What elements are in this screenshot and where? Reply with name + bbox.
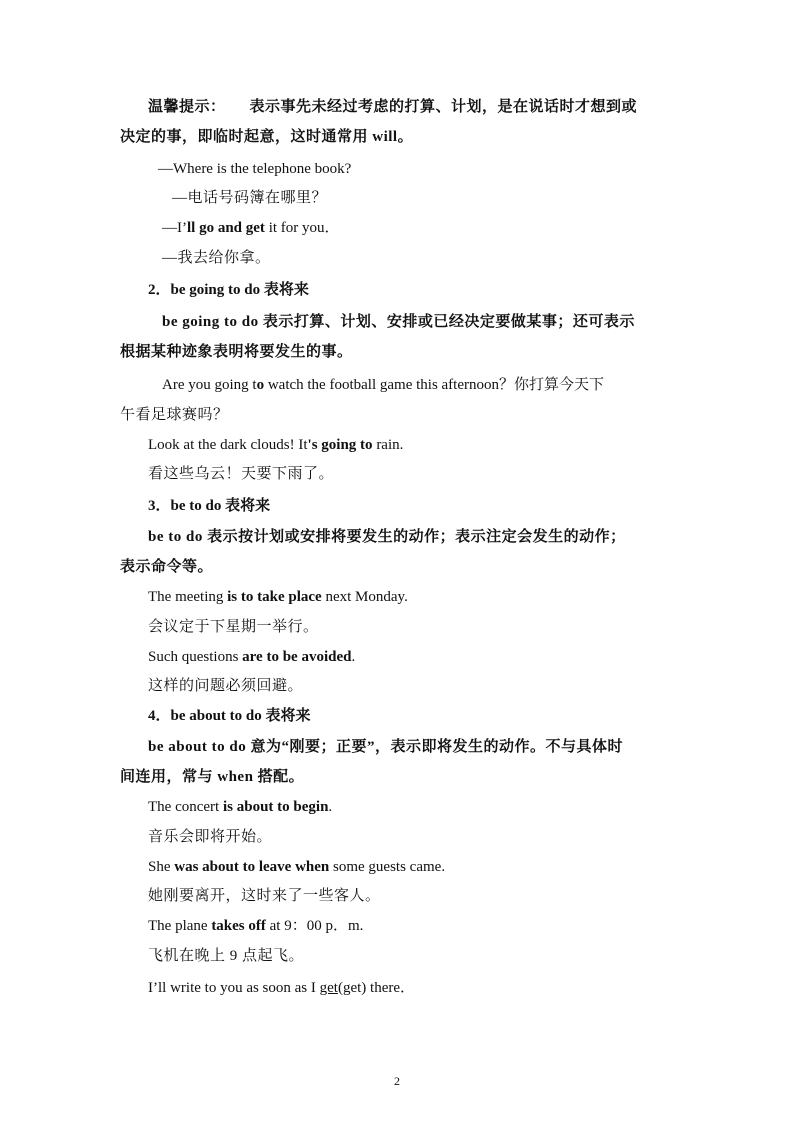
section-4-example-1-cn: 音乐会即将开始。 xyxy=(148,829,273,845)
section-2-example-1-cont: 午看足球赛吗？ xyxy=(120,407,229,423)
section-4-example-1 xyxy=(148,797,332,817)
example-answer-post: it for you． xyxy=(264,220,340,236)
s2-ex1-bold: o xyxy=(256,377,265,393)
s4-ex1-bold: is about to begin xyxy=(222,799,329,815)
s3-ex1-post: next Monday. xyxy=(321,589,408,605)
section-4-example-2-cn: 她刚要离开，这时来了一些客人。 xyxy=(148,888,381,904)
s4-ex3-pre: The plane xyxy=(148,918,212,934)
section-3-desc-1: be to do 表示按计划或安排将要发生的动作；表示注定会发生的动作； xyxy=(148,529,626,545)
s3-ex2-pre: Such questions xyxy=(148,649,243,665)
example-answer xyxy=(162,218,340,238)
s4-ex2-pre: She xyxy=(148,859,175,875)
s2-ex1-pre: Are you going t xyxy=(162,377,257,393)
s4-ex4-answer: get xyxy=(319,980,338,996)
section-4-example-3-cn: 飞机在晚上 9 点起飞。 xyxy=(148,948,305,964)
section-2-desc-1: be going to do 表示打算、计划、安排或已经决定要做某事；还可表示 xyxy=(162,314,635,330)
section-3-example-1 xyxy=(148,587,408,607)
s3-ex2-bold: are to be avoided xyxy=(242,649,352,665)
section-4-example-2 xyxy=(148,857,445,877)
example-question: —Where is the telephone book? xyxy=(158,161,352,177)
section-3-heading: 3．be to do 表将来 xyxy=(148,498,271,514)
s3-ex1-bold: is to take place xyxy=(227,589,322,605)
s4-ex3-post: at 9：00 p．m. xyxy=(265,918,364,934)
section-2-example-1 xyxy=(162,375,604,395)
s2-ex2-pre: Look at the dark clouds! It xyxy=(148,437,308,453)
section-4-desc-1: be about to do 意为“刚要；正要”，表示即将发生的动作。不与具体时 xyxy=(148,739,624,755)
s4-ex2-post: some guests came. xyxy=(329,859,446,875)
tip-text-1: 表示事先未经过考虑的打算、计划，是在说话时才想到或 xyxy=(249,99,638,115)
section-3-example-2-cn: 这样的问题必须回避。 xyxy=(148,678,304,694)
section-2-example-2-cn: 看这些乌云！天要下雨了。 xyxy=(148,466,335,482)
s4-ex1-post: . xyxy=(328,799,333,815)
tip-line-2: 决定的事，即临时起意，这时通常用 will。 xyxy=(120,129,414,145)
s2-ex1-post: watch the football game this afternoon？你打算今天下 xyxy=(264,377,605,393)
tip-line-1 xyxy=(148,97,637,117)
s3-ex2-post: . xyxy=(351,649,356,665)
section-4-example-3 xyxy=(148,916,363,936)
s2-ex2-bold: 's going to xyxy=(307,437,373,453)
section-2-heading: 2．be going to do 表将来 xyxy=(148,282,309,298)
section-3-example-1-cn: 会议定于下星期一举行。 xyxy=(148,619,319,635)
section-4-heading: 4．be about to do 表将来 xyxy=(148,708,311,724)
section-4-example-4 xyxy=(148,978,415,998)
section-4-desc-2: 间连用，常与 when 搭配。 xyxy=(120,769,305,785)
s4-ex2-bold: was about to leave when xyxy=(174,859,330,875)
section-3-example-2 xyxy=(148,647,355,667)
example-answer-cn: —我去给你拿。 xyxy=(162,250,271,266)
s4-ex4-pre: I’ll write to you as soon as I xyxy=(148,980,320,996)
section-2-example-2 xyxy=(148,435,403,455)
example-answer-bold: ll go and get xyxy=(187,220,265,236)
section-3-desc-2: 表示命令等。 xyxy=(120,559,214,575)
tip-label: 温馨提示： xyxy=(148,99,226,115)
s2-ex2-post: rain. xyxy=(372,437,404,453)
example-question-cn: —电话号码簿在哪里？ xyxy=(172,190,328,206)
s4-ex3-bold: takes off xyxy=(211,918,266,934)
page-number: 2 xyxy=(394,1074,400,1088)
s3-ex1-pre: The meeting xyxy=(148,589,228,605)
example-answer-pre: —I’ xyxy=(162,220,187,236)
s4-ex1-pre: The concert xyxy=(148,799,223,815)
section-2-desc-2: 根据某种迹象表明将要发生的事。 xyxy=(120,344,353,360)
s4-ex4-post: (get) there． xyxy=(337,980,416,996)
